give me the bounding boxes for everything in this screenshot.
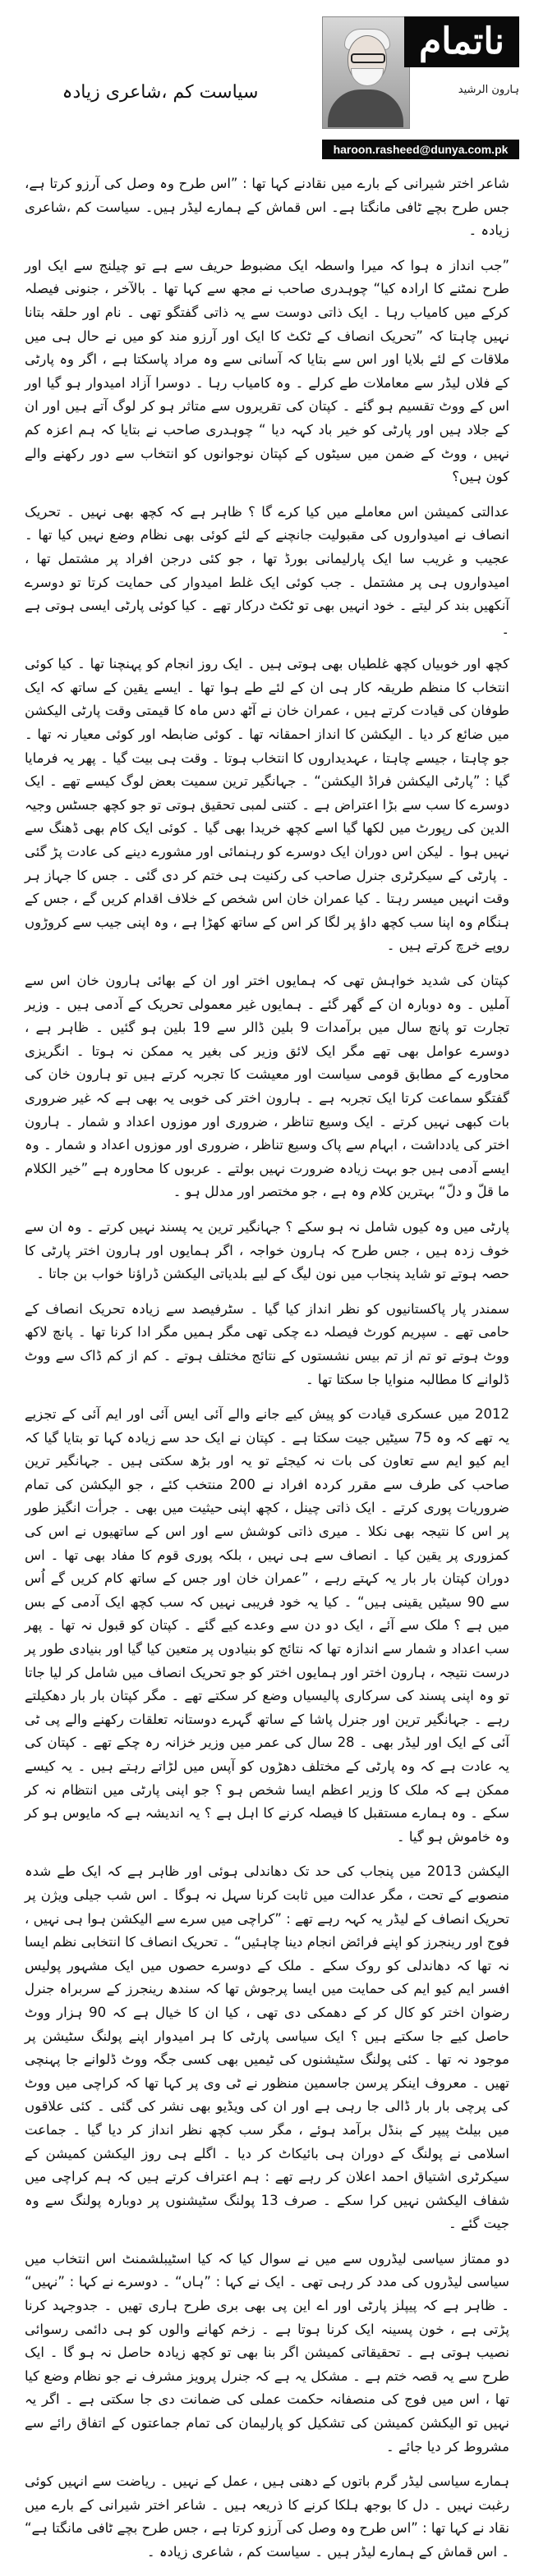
article-paragraph: شاعر اختر شیرانی کے بارے میں نقادنے کہا تھا : ”اس طرح وہ وصل کی آرزو کرتا ہے، جس طرح بچے ٹافی مانگتا ہے۔ اس قماش کے ہمارے لیڈر ہیں۔ سیاست کم ،شاعری زیادہ ۔ [25, 176, 509, 239]
article-paragraph: پارٹی میں وہ کیوں شامل نہ ہو سکے ؟ جہانگیر ترین یہ پسند نہیں کرتے ۔ وہ ان سے خوف زدہ ہیں ، جس طرح کہ ہارون خواجہ ، اگر ہمایوں اور ہارون اختر پارٹی کا حصہ ہوتے تو شاید پنجاب میں نون لیگ کے لیے بلدیاتی الیکشن ڈراؤنا خواب بن جاتا ۔ [25, 1218, 509, 1282]
article-paragraph: 2012 میں عسکری قیادت کو پیش کیے جانے والے آئی ایس آئی اور ایم آئی کے تجزیے یہ تھے کہ وہ 75 سیٹیں جیت سکتا ہے ۔ کپتان نے ایک حد سے زیادہ کہا تو بتایا گیا کہ ایم کیو ایم سے تعاون کی بات نہ کیجئے تو یہ اور بڑھ سکتی ہیں ۔ جہانگیر ترین صاحب کی طرف سے مقرر کردہ افراد نے 200 منتخب کئے ، جو الیکشن کی تمام ضروریات پوری کرتے ۔ ایک ذاتی چینل ، کچھ اپنی حیثیت میں بھی ۔ جرأت انگیز طور پر اس کا نتیجہ بھی نکلا ۔ میری ذاتی کوشش سے اور اس کے ساتھیوں نے اس کی کمزوری پر یقین کیا ۔ انصاف سے ہی نہیں ، بلکہ پوری قوم کا مفاد بھی تھا ۔ اس دوران کپتان بار بار یہ کہتے رہے ، ”عمران خان اور جس کے ساتھ کام کریں گے اُس سے 90 سیٹیں یقینی ہیں“ ۔ کیا یہ خود فریبی نہیں کہ سب کچھ ایک آدمی کے بس میں ہے ؟ ملک سے آئے ، ایک دو دن سے وعدے کیے گئے ۔ کپتان کو قبول نہ تھا ۔ پھر سب اعداد و شمار سے اندازہ تھا کہ نتائج کو بنیادوں پر متعین کیا گیا اور بنیادی طور پر درست نتیجہ ، ہارون اختر اور ہمایوں اختر کو جو تحریک انصاف میں شامل کر لیا جاتا تو وہ اپنی پسند کی سرکاری پالیسیاں وضع کر سکتے تھے ۔ مگر کپتان بار بار دھکیلتے رہے ۔ جہانگیر ترین اور جنرل پاشا کے ساتھ گہرے دوستانہ تعلقات رکھنے والے پی ٹی آئی کے ایک اور لیڈر بھی ۔ 28 سال کی عمر میں وزیر خزانہ رہ چکے تھے ۔ کپتان کی یہ عادت ہے کہ وہ پارٹی کے مختلف دھڑوں کو آپس میں لڑاتے رہتے ہیں ۔ یہ کیسے ممکن ہے کہ ملک کا وزیر اعظم ایسا شخص ہو ؟ جو اپنی پارٹی میں انتظام نہ کر سکے ۔ وہ ہمارے مستقبل کا فیصلہ کرنے کا اہل ہے ؟ یہ اندیشہ ہے کہ مایوس ہو کر وہ خاموش ہو گیا ۔ [25, 1406, 510, 1845]
article-paragraph: ہمارے سیاسی لیڈر گرم باتوں کے دھنی ہیں ، عمل کے نہیں ۔ ریاضت سے انہیں کوئی رغبت نہیں ۔ دل کا بوجھ ہلکا کرنے کا ذریعہ ہیں ۔ شاعر اختر شیرانی کے بارے میں نقاد نے کہا تھا : ”اس طرح وہ وصل کی آرزو کرتا ہے ، جس طرح بچے ٹافی مانگتا ہے“ ۔ اس قماش کے ہمارے لیڈر ہیں ۔ سیاست کم ، شاعری زیادہ ۔ [25, 2473, 509, 2560]
article-paragraph: کچھ اور خوبیاں کچھ غلطیاں بھی ہوتی ہیں ۔ ایک روز انجام کو پہنچنا تھا ۔ کیا کوئی انتخاب کا منظم طریقہ کار ہی ان کے لئے طے ہوا تھا ۔ ایسے یقین کے ساتھ کہ ایک طوفان کی قیادت کرتے ہیں ، عمران خان نے آٹھ دس ماہ کا قیمتی وقت پارٹی الیکشن میں ضائع کر دیا ۔ الیکشن کا انداز احمقانہ تھا ۔ کوئی ضابطہ اور کوئی معیار نہ تھا ۔ جو چاہتا ، جیسے چاہتا ، عہدیداروں کا انتخاب ہوتا ۔ وقت ہی بیت گیا ۔ پھر یہ فرمایا گیا : ”پارٹی الیکشن فراڈ الیکشن“ ۔ جہانگیر ترین سمیت بعض لوگ کیسے تھے ۔ ایک دوسرے کا سب سے بڑا اعتراض ہے ۔ کتنی لمبی تحقیق ہوتی تو جو کچھ جسٹس وجیہ الدین کی رپورٹ میں لکھا گیا اسے کچھ خریدا بھی گیا ۔ کوئی ایک کام بھی ڈھنگ سے نہیں ہوا ۔ لیکن اس دوران ایک دوسرے کو رہنمائی اور مشورے دینے کی عادت پڑ گئی ۔ پارٹی کے سیکرٹری جنرل صاحب کی رکنیت ہی ختم کر دی گئی ۔ جس کا جہاز ہر وقت انہیں میسر رہتا ۔ کیا عمران خان اس شخص کے خلاف اقدام کریں گے ، جس کے ہنگام وہ اپنا سب کچھ داؤ پر لگا کر اس کے ساتھ کھڑا ہے ، وہ اپنی جیب سے کروڑوں روپے خرچ کرتے ہیں ۔ [25, 656, 509, 954]
author-name: ہارون الرشید [458, 84, 519, 96]
article-paragraph: عدالتی کمیشن اس معاملے میں کیا کرے گا ؟ ظاہر ہے کہ کچھ بھی نہیں ۔ تحریک انصاف نے امیدواروں کی مقبولیت جانچنے کے لئے کوئی بھی نظام وضع نہیں کیا تھا ۔ عجیب و غریب سا ایک پارلیمانی بورڈ تھا ، جو کئی درجن افراد پر مشتمل تھا ، امیدواروں ہی پر مشتمل ۔ جب کوئی ایک غلط امیدوار کی حمایت کرتا تو دوسرے آنکھیں بند کر لیتے ۔ خود انہیں بھی تو ٹکٹ درکار تھے ۔ کیا کوئی پارٹی ایسی ہوتی ہے ۔ [25, 503, 509, 637]
article-title: سیاست کم ،شاعری زیادہ [62, 82, 259, 103]
article-body [25, 172, 509, 2576]
column-name: ناتمام [404, 16, 519, 67]
article-paragraph: دو ممتاز سیاسی لیڈروں سے میں نے سوال کیا کہ کیا اسٹیبلشمنٹ اس انتخاب میں سیاسی لیڈروں کی مدد کر رہی تھی ۔ ایک نے کہا : ”ہاں“ ۔ دوسرے نے کہا : ”نہیں“ ۔ ظاہر ہے کہ پیپلز پارٹی اور اے این پی بھی بری طرح ہاری تھیں ۔ جدوجہد کرنا پڑتی ہے ، خون پسینہ ایک کرنا ہوتا ہے ۔ زخم کھانے والوں کو ہی دائمی رسوائی نصیب ہوتی ہے ۔ تحقیقاتی کمیشن اگر بنا بھی تو کچھ زیادہ حاصل نہ ہو گا ۔ ایک طرح سے یہ قصہ ختم ہے ۔ مشکل یہ ہے کہ جنرل پرویز مشرف نے جو نظام وضع کیا تھا ، اس میں فوج کی منصفانہ حکمت عملی کی ضمانت دی جا سکتی ہے ۔ اگر یہ نہیں تو الیکشن کمیشن کی تشکیل کو پارلیمان کی تمام جماعتوں کے اتفاق رائے سے مشروط کر دیا جائے ۔ [25, 2250, 509, 2455]
article-paragraph: کپتان کی شدید خواہش تھی کہ ہمایوں اختر اور ان کے بھائی ہارون خان اس سے آملیں ۔ وہ دوبارہ ان کے گھر گئے ۔ ہمایوں غیر معمولی تحریک کے آدمی ہیں ۔ وزیر تجارت تو پانچ سال میں برآمدات 9 بلین ڈالر سے 19 بلین ہو گئیں ۔ ظاہر ہے ، دوسرے عوامل بھی تھے مگر ایک لائق وزیر کی بغیر یہ ممکن نہ ہوتا ۔ انگریزی محاورے کے مطابق قومی سیاست اور معیشت کا تجربہ کرتے ہیں تو ہارون خان کی گفتگو سماعت کرتا ایک تجربہ ہے ۔ ہارون اختر کی خوبی یہ بھی ہے کہ غیر ضروری بات کبھی نہیں کرتے ۔ ایک وسیع تناظر ، ضروری اور موزوں اعداد و شمار ۔ ہارون اختر کی یادداشت ، ابہام سے پاک وسیع تناظر ، ضروری اور موزوں اعداد و شمار ۔ وہ ایسے آدمی ہیں جو بہت زیادہ ضرورت نہیں بولتے ۔ عربوں کا محاورہ ہے ”خیر الکلام ما قلّ و دلّ“ بہترین کلام وہ ہے ، جو مختصر اور مدلل ہو ۔ [25, 973, 509, 1200]
article-paragraph: ”جب انداز ہ ہوا کہ میرا واسطہ ایک مضبوط حریف سے ہے تو چیلنج سے ایک اور طرح نمٹنے کا ارادہ کیا“ چوہدری صاحب نے مجھ سے کہا تھا ۔ بالآخر ، جنونی فیصلہ کرکے میں کامیاب رہا ۔ ایک ذاتی دوست سے یہ ذاتی گفتگو تھی ۔ نام اور حلقہ بتانا نہیں چاہتا کہ ”تحریک انصاف کے ٹکٹ کا ایک اور آرزو مند کو میں نے حال ہی میں ملاقات کے لئے بلایا اور اس سے بتایا کہ آسانی سے وہ مراد پاسکتا ہے ، اگر وہ پارٹی کے فلاں لیڈر سے معاملات طے کرلے ۔ وہ کامیاب رہا ۔ دوسرا آزاد امیدوار ہو گیا اور اس کے ووٹ تقسیم ہو گئے ۔ کپتان کی تقریروں سے متاثر ہو کر لوگ آتے ہیں اور ان کے جلاد ہیں اور پارٹی کو خیر باد کہہ دیا “ چوہدری صاحب نے بتایا کہ ہم اعزہ کم نہیں ، ووٹ کے ضمن میں سیٹوں کے کپتان نوجوانوں کو انتخاب سے دور رکھنے والے کون ہیں؟ [25, 257, 509, 485]
article-paragraph: الیکشن 2013 میں پنجاب کی حد تک دھاندلی ہوئی اور ظاہر ہے کہ ایک طے شدہ منصوبے کے تحت ، مگر عدالت میں ثابت کرنا سہل نہ ہوگا ۔ اس شب جیلی ویژن پر تحریک انصاف کے لیڈر یہ کہہ رہے تھے : ”کراچی میں سرے سے الیکشن ہوا ہی نہیں ، فوج اور رینجرز کو اپنے فرائض انجام دینا چاہئیں“ ۔ تحریک انصاف کا انتخابی نظم ایسا نہ تھا کہ دھاندلی کو روک سکے ۔ ملک کے دوسرے حصوں میں ایک مشہور پولیس افسر ایم کیو ایم کی حمایت میں ایسا پرجوش تھا کہ سندھ رینجرز کے سربراہ جنرل رضوان اختر کو کال کر کے دھمکی دی تھی ، کیا ان کا خیال ہے کہ 90 ہزار ووٹ حاصل کیے جا سکتے ہیں ؟ ایک سیاسی پارٹی کا ہر امیدوار اپنے پولنگ سٹیشن پر موجود نہ تھا ۔ کئی پولنگ سٹیشنوں کی ٹیمیں بھی کسی جگہ ووٹ ڈلوانے جا پہنچی تھیں ۔ معروف اینکر پرسن جاسمین منظور نے ٹی وی پر کہا تھا کہ کراچی میں ووٹ کی پرچی بار بار ڈالی جا رہی ہے اور ان کی ویڈیو بھی نشر کی گئی ۔ کئی علاقوں میں بیلٹ پیپر کے بنڈل برآمد ہوئے ، مگر سب کچھ نظر انداز کر دیا گیا ۔ جماعت اسلامی نے پولنگ کے دوران ہی بائیکاٹ کر دیا ۔ اگلے ہی روز الیکشن کمیشن کے سیکرٹری اشتیاق احمد اعلان کر رہے تھے : ہم اعتراف کرتے ہیں کہ ہم کراچی میں شفاف الیکشن نہیں کرا سکے ۔ صرف 13 پولنگ سٹیشنوں پر دوبارہ پولنگ سے وہ جیت گئے ۔ [25, 1863, 509, 2232]
column-header [0, 0, 534, 164]
column-logo [322, 16, 519, 164]
author-email: haroon.rasheed@dunya.com.pk [322, 140, 519, 159]
author-photo [322, 16, 410, 129]
article-paragraph: سمندر پار پاکستانیوں کو نظر انداز کیا گیا ۔ سٹرفیصد سے زیادہ تحریک انصاف کے حامی تھے ۔ سپریم کورٹ فیصلہ دے چکی تھی مگر ہمیں مگر ادا کرنا تھا ۔ پانچ لاکھ ووٹ ہوتے تو تم از تم بیس نشستوں کے نتائج مختلف ہوتے ۔ کم از کم ڈاک سے ووٹ ڈلوانے کا مطالبہ منوایا جا سکتا تھا ۔ [25, 1300, 509, 1387]
